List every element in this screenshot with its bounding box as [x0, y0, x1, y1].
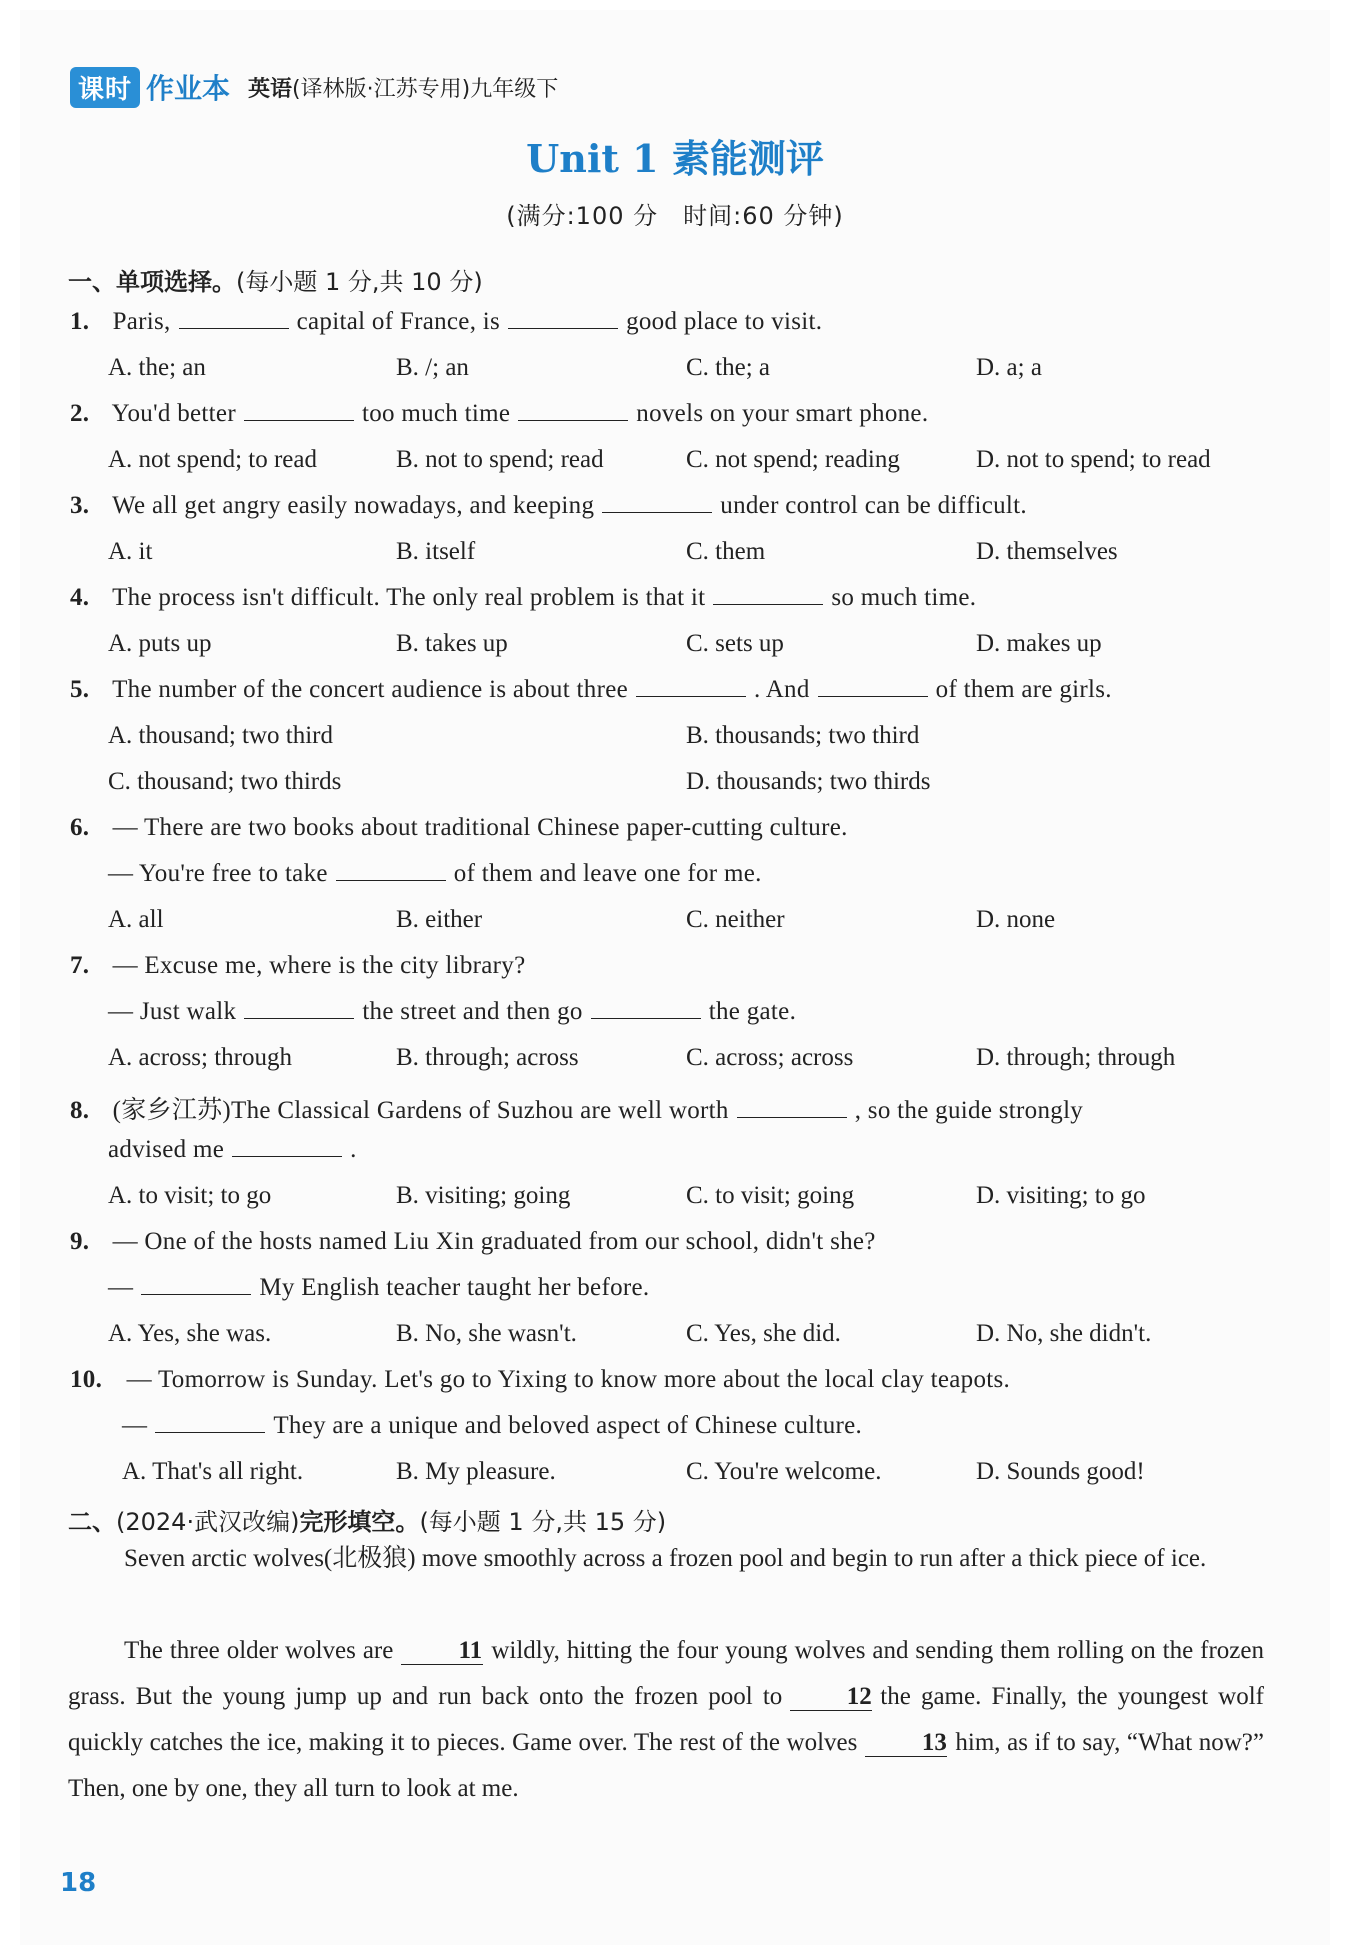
option-c[interactable]: C. to visit; going [686, 1182, 855, 1209]
q-text: advised me [108, 1136, 225, 1163]
answer-blank[interactable] [232, 1136, 342, 1157]
answer-blank[interactable] [591, 998, 701, 1019]
option-a[interactable]: A. puts up [108, 630, 212, 657]
answer-blank[interactable] [602, 492, 712, 513]
option-d[interactable]: D. themselves [976, 538, 1118, 565]
q-number: 5. [70, 676, 90, 703]
option-b[interactable]: B. not to spend; read [396, 446, 604, 473]
section1-title: 一、单项选择。 [68, 268, 236, 296]
option-b[interactable]: B. No, she wasn't. [396, 1320, 577, 1347]
answer-blank[interactable] [155, 1412, 265, 1433]
option-b[interactable]: B. through; across [396, 1044, 579, 1071]
question-6-line2 [108, 860, 762, 888]
q-text: (家乡江苏)The Classical Gardens of Suzhou are well worth [112, 1097, 729, 1124]
logo [70, 67, 230, 107]
option-b[interactable]: B. itself [396, 538, 476, 565]
question-7-line2 [108, 998, 796, 1026]
option-c[interactable]: C. them [686, 538, 766, 565]
q-text: of them and leave one for me. [453, 860, 762, 887]
option-d[interactable]: D. visiting; to go [976, 1182, 1146, 1209]
q-text: — [108, 1274, 134, 1301]
q-text: . And [753, 676, 810, 703]
option-d[interactable]: D. No, she didn't. [976, 1320, 1152, 1347]
section2-heading [68, 1502, 666, 1537]
q-number: 7. [70, 952, 90, 979]
section1-note: (每小题 1 分,共 10 分) [236, 268, 483, 296]
q-text: — You're free to take [108, 860, 328, 887]
option-a[interactable]: A. thousand; two third [108, 722, 333, 749]
q-text: — [122, 1412, 148, 1439]
option-b[interactable]: B. either [396, 906, 483, 933]
option-b[interactable]: B. thousands; two third [686, 722, 920, 749]
q-text: My English teacher taught her before. [259, 1274, 650, 1301]
answer-blank[interactable] [636, 676, 746, 697]
option-c[interactable]: C. You're welcome. [686, 1458, 882, 1485]
header-subject [248, 72, 558, 103]
logo-main: 课时 [70, 67, 140, 108]
q-text: . [350, 1136, 357, 1163]
question-6 [70, 814, 848, 842]
option-d[interactable]: D. a; a [976, 354, 1042, 381]
section1-heading [68, 262, 483, 297]
question-1 [70, 308, 822, 336]
options-7 [108, 1044, 1268, 1076]
option-a[interactable]: A. it [108, 538, 153, 565]
question-4 [70, 584, 976, 612]
q-number: 6. [70, 814, 90, 841]
subject-label: 英语 [248, 76, 293, 102]
q-number: 8. [70, 1097, 90, 1124]
option-a[interactable]: A. not spend; to read [108, 446, 317, 473]
q-text: — Tomorrow is Sunday. Let's go to Yixing to know more about the local clay teapots. [126, 1366, 1011, 1393]
q-text: capital of France, is [296, 308, 501, 335]
question-8 [70, 1090, 1083, 1126]
q-text: the street and then go [362, 998, 583, 1025]
options-1 [108, 354, 1268, 386]
q-text: the gate. [708, 998, 797, 1025]
options-3 [108, 538, 1268, 570]
option-a[interactable]: A. across; through [108, 1044, 292, 1071]
option-a[interactable]: A. to visit; to go [108, 1182, 272, 1209]
q-text: The number of the concert audience is about three [112, 676, 628, 703]
q-text: too much time [361, 400, 511, 427]
option-c[interactable]: C. not spend; reading [686, 446, 900, 473]
q-number: 2. [70, 400, 90, 427]
option-c[interactable]: C. thousand; two thirds [108, 768, 342, 795]
options-9 [108, 1320, 1268, 1352]
logo-sub: 作业本 [146, 72, 231, 105]
cloze-blank-11[interactable]: 11 [401, 1638, 483, 1665]
q-number: 9. [70, 1228, 90, 1255]
question-9-line2 [108, 1274, 649, 1302]
answer-blank[interactable] [713, 584, 823, 605]
passage-text: him, as if to say, “What now?” Then, one by one, they all turn to look at me. [68, 1729, 1264, 1802]
q-text: — There are two books about traditional Chinese paper-cutting culture. [112, 814, 848, 841]
question-10-line2 [122, 1412, 862, 1440]
q-text: — Excuse me, where is the city library? [112, 952, 526, 979]
option-b[interactable]: B. takes up [396, 630, 508, 657]
option-a[interactable]: A. Yes, she was. [108, 1320, 272, 1347]
option-a[interactable]: A. That's all right. [122, 1458, 304, 1485]
option-d[interactable]: D. none [976, 906, 1056, 933]
q-text: under control can be difficult. [720, 492, 1027, 519]
option-c[interactable]: C. neither [686, 906, 785, 933]
answer-blank[interactable] [336, 860, 446, 881]
section2-note: (每小题 1 分,共 15 分) [419, 1508, 667, 1536]
option-d[interactable]: D. makes up [976, 630, 1102, 657]
q-number: 1. [70, 308, 90, 335]
cloze-blank-13[interactable]: 13 [865, 1730, 947, 1757]
option-d[interactable]: D. thousands; two thirds [686, 768, 931, 795]
question-7 [70, 952, 526, 980]
score-time: (满分:100 分 时间:60 分钟) [506, 202, 844, 230]
section2-title: 完形填空。 [299, 1508, 420, 1536]
options-6 [108, 906, 1268, 938]
option-d[interactable]: D. Sounds good! [976, 1458, 1145, 1485]
q-text: — One of the hosts named Liu Xin graduated from our school, didn't she? [112, 1228, 876, 1255]
option-c[interactable]: C. across; across [686, 1044, 854, 1071]
passage-text: the game. Finally, the youngest wolf quickly catches the ice, making it to pieces. Game over. The rest of the wolves [68, 1683, 1264, 1756]
section2-number: 二、 [68, 1508, 116, 1536]
q-text: The process isn't difficult. The only real problem is that it [112, 584, 706, 611]
cloze-blank-12[interactable]: 12 [790, 1684, 872, 1711]
answer-blank[interactable] [244, 400, 354, 421]
question-3 [70, 492, 1027, 520]
answer-blank[interactable] [179, 308, 289, 329]
header [70, 62, 558, 112]
passage-text: wildly, hitting the four young wolves and sending them rolling on the frozen grass. But the young jump up and run back onto the frozen pool to [68, 1637, 1264, 1710]
options-10 [122, 1458, 1282, 1490]
option-b[interactable]: B. /; an [396, 354, 469, 381]
section2-source: (2024·武汉改编) [116, 1508, 300, 1536]
options-4 [108, 630, 1268, 662]
q-text: so much time. [831, 584, 977, 611]
q-text: , so the guide strongly [854, 1097, 1084, 1124]
passage-paragraph-1: Seven arctic wolves(北极狼) move smoothly across a frozen pool and begin to run after a thick piece of ice. [124, 1545, 1207, 1572]
option-c[interactable]: C. sets up [686, 630, 784, 657]
answer-blank[interactable] [518, 400, 628, 421]
options-2 [108, 446, 1268, 478]
answer-blank[interactable] [508, 308, 618, 329]
q-number: 3. [70, 492, 90, 519]
q-text: Paris, [112, 308, 171, 335]
edition-label: (译林版·江苏专用)九年级下 [292, 76, 559, 102]
question-2 [70, 400, 928, 428]
q-text: novels on your smart phone. [636, 400, 929, 427]
q-text: They are a unique and beloved aspect of Chinese culture. [273, 1412, 863, 1439]
q-text: — Just walk [108, 998, 237, 1025]
question-10 [70, 1366, 1010, 1394]
answer-blank[interactable] [737, 1097, 847, 1118]
option-a[interactable]: A. the; an [108, 354, 206, 381]
page-title: Unit 1 素能测评 [526, 136, 824, 181]
question-9 [70, 1228, 876, 1256]
passage-text: The three older wolves are [124, 1637, 394, 1664]
passage-paragraph-2 [68, 1628, 1264, 1812]
q-number: 4. [70, 584, 90, 611]
answer-blank[interactable] [141, 1274, 251, 1295]
option-a[interactable]: A. all [108, 906, 164, 933]
option-b[interactable]: B. visiting; going [396, 1182, 571, 1209]
q-text: We all get angry easily nowadays, and keeping [112, 492, 595, 519]
q-text: of them are girls. [935, 676, 1112, 703]
q-text: good place to visit. [626, 308, 823, 335]
option-d[interactable]: D. not to spend; to read [976, 446, 1211, 473]
options-5b [108, 768, 1268, 800]
options-5a [108, 722, 1268, 754]
option-d[interactable]: D. through; through [976, 1044, 1176, 1071]
option-b[interactable]: B. My pleasure. [396, 1458, 556, 1485]
options-8 [108, 1182, 1268, 1214]
q-number: 10. [70, 1366, 103, 1393]
option-c[interactable]: C. the; a [686, 354, 771, 381]
option-c[interactable]: C. Yes, she did. [686, 1320, 841, 1347]
question-8-line2 [108, 1136, 357, 1164]
q-text: You'd better [111, 400, 236, 427]
question-5 [70, 676, 1112, 704]
answer-blank[interactable] [244, 998, 354, 1019]
page-number: 18 [60, 1868, 97, 1898]
answer-blank[interactable] [818, 676, 928, 697]
